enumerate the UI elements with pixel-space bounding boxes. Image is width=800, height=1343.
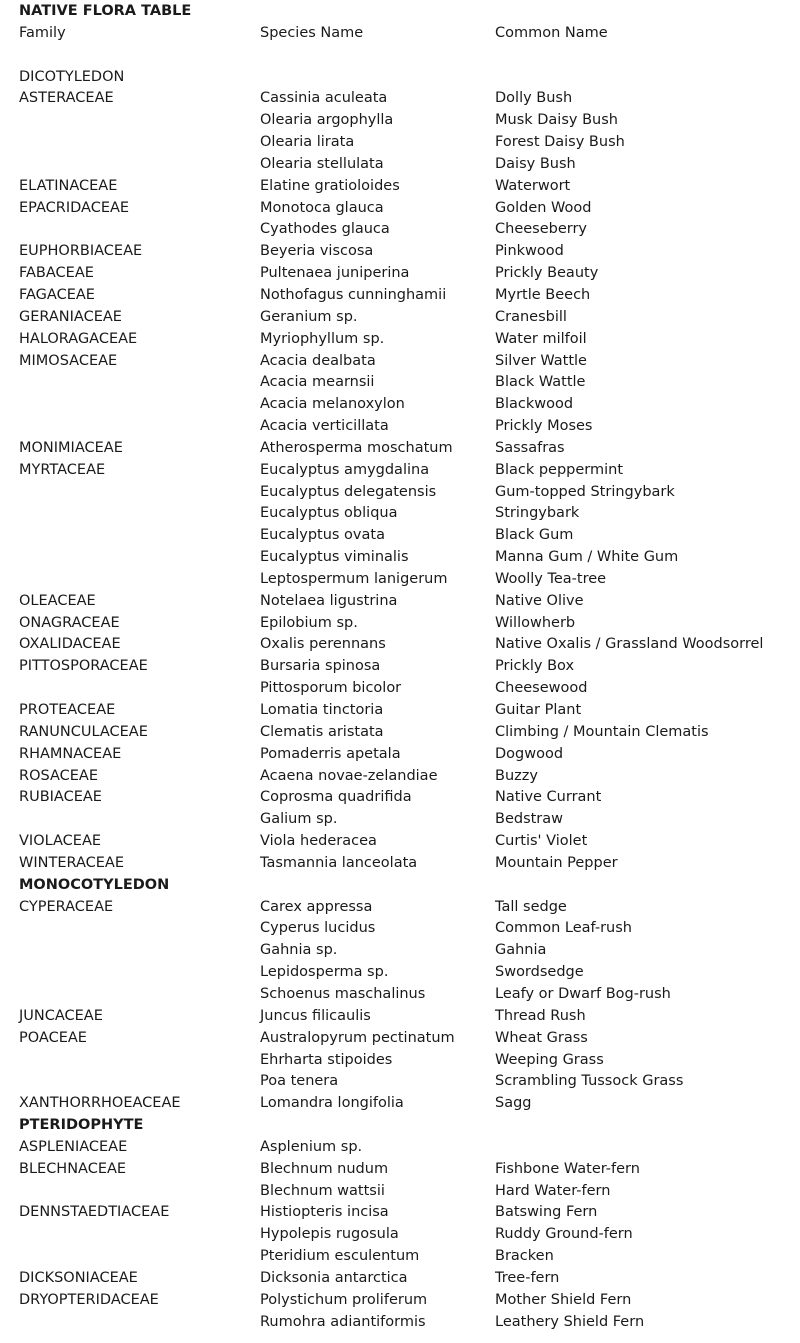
species-cell: Carex appressa <box>260 898 373 915</box>
section-label: MONOCOTYLEDON <box>19 876 170 893</box>
family-cell: RUBIACEAE <box>19 789 102 806</box>
common-name-cell: Guitar Plant <box>495 702 582 718</box>
table-row <box>19 1137 794 1159</box>
common-name-cell: Cheesewood <box>495 680 588 697</box>
table-row <box>19 962 794 984</box>
table-row <box>19 1202 794 1224</box>
species-cell: Asplenium sp. <box>260 1138 363 1155</box>
family-cell: DRYOPTERIDACEAE <box>19 1291 159 1308</box>
table-row <box>19 372 794 394</box>
section-row <box>19 1115 794 1137</box>
common-name-cell: Weeping Grass <box>495 1051 604 1068</box>
common-name-header: Common Name <box>495 24 608 41</box>
common-name-cell: Daisy Bush <box>495 155 576 172</box>
common-name-cell: Batswing Fern <box>495 1204 598 1221</box>
common-name-cell: Fishbone Water-fern <box>495 1160 640 1177</box>
table-row <box>19 1181 794 1203</box>
common-name-cell: Prickly Beauty <box>495 265 599 282</box>
species-cell: Acacia dealbata <box>260 352 376 369</box>
table-row <box>19 591 794 613</box>
species-cell: Geranium sp. <box>260 308 358 325</box>
family-cell: MIMOSACEAE <box>19 352 118 369</box>
species-cell: Eucalyptus amygdalina <box>260 461 430 478</box>
table-row <box>19 744 794 766</box>
species-cell: Pittosporum bicolor <box>260 680 402 697</box>
species-cell: Elatine gratioloides <box>260 177 400 194</box>
common-name-cell: Silver Wattle <box>495 352 587 369</box>
common-name-cell: Manna Gum / White Gum <box>495 549 679 566</box>
table-title-row <box>19 1 794 23</box>
species-cell: Acacia mearnsii <box>260 374 375 391</box>
species-cell: Bursaria spinosa <box>260 658 381 675</box>
family-cell: ROSACEAE <box>19 767 98 784</box>
table-row <box>19 1093 794 1115</box>
common-name-cell: Tall sedge <box>495 898 567 915</box>
flora-table <box>19 1 794 1333</box>
species-cell: Pomaderris apetala <box>260 745 401 762</box>
common-name-cell: Woolly Tea-tree <box>495 570 607 587</box>
table-body <box>19 45 794 1334</box>
species-cell: Nothofagus cunninghamii <box>260 286 447 303</box>
family-cell: MYRTACEAE <box>19 461 106 478</box>
common-name-cell: Leafy or Dwarf Bog-rush <box>495 985 671 1002</box>
common-name-cell: Sagg <box>495 1095 532 1112</box>
species-cell: Lomatia tinctoria <box>260 702 384 718</box>
family-cell: ELATINACEAE <box>19 177 118 194</box>
common-name-cell: Mountain Pepper <box>495 854 618 871</box>
species-cell: Olearia lirata <box>260 134 355 151</box>
table-row <box>19 831 794 853</box>
species-cell: Tasmannia lanceolata <box>260 854 418 871</box>
species-cell: Hypolepis rugosula <box>260 1226 399 1243</box>
table-row <box>19 329 794 351</box>
common-name-cell: Myrtle Beech <box>495 286 591 303</box>
section-label: DICOTYLEDON <box>19 68 125 85</box>
family-cell: DENNSTAEDTIACEAE <box>19 1204 170 1221</box>
family-cell: MONIMIACEAE <box>19 439 123 456</box>
common-name-cell: Blackwood <box>495 396 574 413</box>
table-row <box>19 219 794 241</box>
species-cell: Eucalyptus delegatensis <box>260 483 437 500</box>
family-cell: POACEAE <box>19 1029 87 1046</box>
table-row <box>19 88 794 110</box>
species-cell: Leptospermum lanigerum <box>260 570 448 587</box>
common-name-cell: Tree-fern <box>495 1269 560 1286</box>
table-row <box>19 634 794 656</box>
family-cell: OXALIDACEAE <box>19 636 121 653</box>
family-cell: GERANIACEAE <box>19 308 122 325</box>
species-cell: Oxalis perennans <box>260 636 386 653</box>
table-row <box>19 482 794 504</box>
species-cell: Blechnum nudum <box>260 1160 389 1177</box>
species-cell: Acacia melanoxylon <box>260 396 405 413</box>
section-label: PTERIDOPHYTE <box>19 1117 144 1134</box>
species-cell: Polystichum proliferum <box>260 1291 428 1308</box>
family-cell: ONAGRACEAE <box>19 614 120 631</box>
common-name-cell: Leathery Shield Fern <box>495 1313 645 1330</box>
table-row <box>19 766 794 788</box>
species-cell: Acaena novae-zelandiae <box>260 767 438 784</box>
family-cell: WINTERACEAE <box>19 854 124 871</box>
species-cell: Ehrharta stipoides <box>260 1051 393 1068</box>
family-cell: XANTHORRHOEACEAE <box>19 1095 181 1112</box>
table-row <box>19 1290 794 1312</box>
table-row <box>19 984 794 1006</box>
family-cell: CYPERACEAE <box>19 898 114 915</box>
species-cell: Histiopteris incisa <box>260 1204 389 1221</box>
family-cell: HALORAGACEAE <box>19 330 138 347</box>
table-row <box>19 940 794 962</box>
species-cell: Notelaea ligustrina <box>260 592 398 609</box>
species-cell: Poa tenera <box>260 1073 339 1090</box>
common-name-cell: Gahnia <box>495 942 547 959</box>
species-cell: Pteridium esculentum <box>260 1248 420 1265</box>
common-name-cell: Water milfoil <box>495 330 587 347</box>
table-row <box>19 897 794 919</box>
common-name-cell: Mother Shield Fern <box>495 1291 632 1308</box>
common-name-cell: Forest Daisy Bush <box>495 134 625 151</box>
table-row <box>19 1159 794 1181</box>
species-cell: Atherosperma moschatum <box>260 439 453 456</box>
species-cell: Lepidosperma sp. <box>260 964 389 981</box>
common-name-cell: Swordsedge <box>495 964 584 981</box>
table-row <box>19 132 794 154</box>
table-row <box>19 1028 794 1050</box>
common-name-cell: Hard Water-fern <box>495 1182 611 1199</box>
family-cell: ASPLENIACEAE <box>19 1138 128 1155</box>
family-cell: ASTERACEAE <box>19 90 114 107</box>
species-cell: Myriophyllum sp. <box>260 330 385 347</box>
table-row <box>19 351 794 373</box>
species-cell: Blechnum wattsii <box>260 1182 385 1199</box>
common-name-cell: Waterwort <box>495 177 571 194</box>
species-cell: Cassinia aculeata <box>260 90 388 107</box>
common-name-cell: Buzzy <box>495 767 538 784</box>
table-row <box>19 853 794 875</box>
table-row <box>19 1312 794 1334</box>
table-row <box>19 460 794 482</box>
common-name-cell: Ruddy Ground-fern <box>495 1226 633 1243</box>
family-cell: PITTOSPORACEAE <box>19 658 148 675</box>
species-cell: Viola hederacea <box>260 833 377 850</box>
common-name-cell: Dogwood <box>495 745 564 762</box>
table-row <box>19 809 794 831</box>
section-row <box>19 875 794 897</box>
common-name-cell: Thread Rush <box>495 1007 586 1024</box>
species-header: Species Name <box>260 24 364 41</box>
table-row <box>19 438 794 460</box>
table-row <box>19 787 794 809</box>
table-row <box>19 918 794 940</box>
species-cell: Eucalyptus ovata <box>260 527 385 544</box>
species-cell: Beyeria viscosa <box>260 243 374 260</box>
table-row <box>19 525 794 547</box>
species-cell: Galium sp. <box>260 811 338 828</box>
table-row <box>19 678 794 700</box>
species-cell: Clematis aristata <box>260 723 384 740</box>
family-cell: BLECHNACEAE <box>19 1160 127 1177</box>
common-name-cell: Native Olive <box>495 592 584 609</box>
family-cell: JUNCACEAE <box>19 1007 103 1024</box>
common-name-cell: Wheat Grass <box>495 1029 588 1046</box>
family-cell: DICKSONIACEAE <box>19 1269 138 1286</box>
family-cell: PROTEACEAE <box>19 702 116 718</box>
common-name-cell: Sassafras <box>495 439 565 456</box>
table-row <box>19 1224 794 1246</box>
common-name-cell: Climbing / Mountain Clematis <box>495 723 709 740</box>
family-cell: FAGACEAE <box>19 286 95 303</box>
table-row <box>19 176 794 198</box>
common-name-cell: Scrambling Tussock Grass <box>495 1073 684 1090</box>
table-row <box>19 285 794 307</box>
table-row <box>19 1071 794 1093</box>
family-cell: EPACRIDACEAE <box>19 199 130 216</box>
common-name-cell: Prickly Box <box>495 658 575 675</box>
species-cell: Gahnia sp. <box>260 942 338 959</box>
species-cell: Dicksonia antarctica <box>260 1269 408 1286</box>
species-cell: Lomandra longifolia <box>260 1095 404 1112</box>
species-cell: Juncus filicaulis <box>260 1007 371 1024</box>
common-name-cell: Stringybark <box>495 505 580 522</box>
table-row <box>19 263 794 285</box>
table-row <box>19 656 794 678</box>
common-name-cell: Dolly Bush <box>495 90 573 107</box>
common-name-cell: Bedstraw <box>495 811 564 828</box>
table-row <box>19 1050 794 1072</box>
species-cell: Olearia stellulata <box>260 155 384 172</box>
species-cell: Eucalyptus viminalis <box>260 549 409 566</box>
common-name-cell: Common Leaf-rush <box>495 920 632 937</box>
family-cell: RANUNCULACEAE <box>19 723 148 740</box>
species-cell: Australopyrum pectinatum <box>260 1029 455 1046</box>
table-row <box>19 154 794 176</box>
family-cell: RHAMNACEAE <box>19 745 122 762</box>
species-cell: Coprosma quadrifida <box>260 789 412 806</box>
table-row <box>19 1006 794 1028</box>
species-cell: Acacia verticillata <box>260 418 389 435</box>
family-cell: FABACEAE <box>19 265 94 282</box>
species-cell: Epilobium sp. <box>260 614 358 631</box>
species-cell: Cyathodes glauca <box>260 221 390 238</box>
table-row <box>19 1268 794 1290</box>
family-cell: VIOLACEAE <box>19 833 102 850</box>
common-name-cell: Cranesbill <box>495 308 567 325</box>
common-name-cell: Willowherb <box>495 614 576 631</box>
species-cell: Cyperus lucidus <box>260 920 376 937</box>
common-name-cell: Black peppermint <box>495 461 624 478</box>
species-cell: Schoenus maschalinus <box>260 985 426 1002</box>
species-cell: Eucalyptus obliqua <box>260 505 398 522</box>
common-name-cell: Native Oxalis / Grassland Woodsorrel <box>495 636 764 653</box>
table-row <box>19 1246 794 1268</box>
common-name-cell: Curtis' Violet <box>495 833 588 850</box>
table-row <box>19 110 794 132</box>
table-row <box>19 700 794 722</box>
species-cell: Monotoca glauca <box>260 199 384 216</box>
table-row <box>19 547 794 569</box>
family-cell: EUPHORBIACEAE <box>19 243 143 260</box>
family-cell: OLEACEAE <box>19 592 96 609</box>
species-cell: Pultenaea juniperina <box>260 265 410 282</box>
common-name-cell: Prickly Moses <box>495 418 593 435</box>
table-row <box>19 394 794 416</box>
section-row <box>19 67 794 89</box>
common-name-cell: Pinkwood <box>495 243 564 260</box>
table-row <box>19 307 794 329</box>
table-row <box>19 241 794 263</box>
common-name-cell: Musk Daisy Bush <box>495 112 618 129</box>
table-row <box>19 613 794 635</box>
header-row <box>19 23 794 45</box>
common-name-cell: Black Wattle <box>495 374 586 391</box>
common-name-cell: Golden Wood <box>495 199 592 216</box>
common-name-cell: Cheeseberry <box>495 221 588 238</box>
family-header: Family <box>19 24 66 41</box>
species-cell: Rumohra adiantiformis <box>260 1313 426 1330</box>
table-row <box>19 722 794 744</box>
common-name-cell: Gum-topped Stringybark <box>495 483 675 500</box>
table-row <box>19 198 794 220</box>
table-row <box>19 416 794 438</box>
common-name-cell: Black Gum <box>495 527 574 544</box>
spacer-row <box>19 45 794 67</box>
common-name-cell: Bracken <box>495 1248 554 1265</box>
table-title: NATIVE FLORA TABLE <box>19 3 192 19</box>
table-row <box>19 569 794 591</box>
table-row <box>19 503 794 525</box>
species-cell: Olearia argophylla <box>260 112 394 129</box>
common-name-cell: Native Currant <box>495 789 602 806</box>
